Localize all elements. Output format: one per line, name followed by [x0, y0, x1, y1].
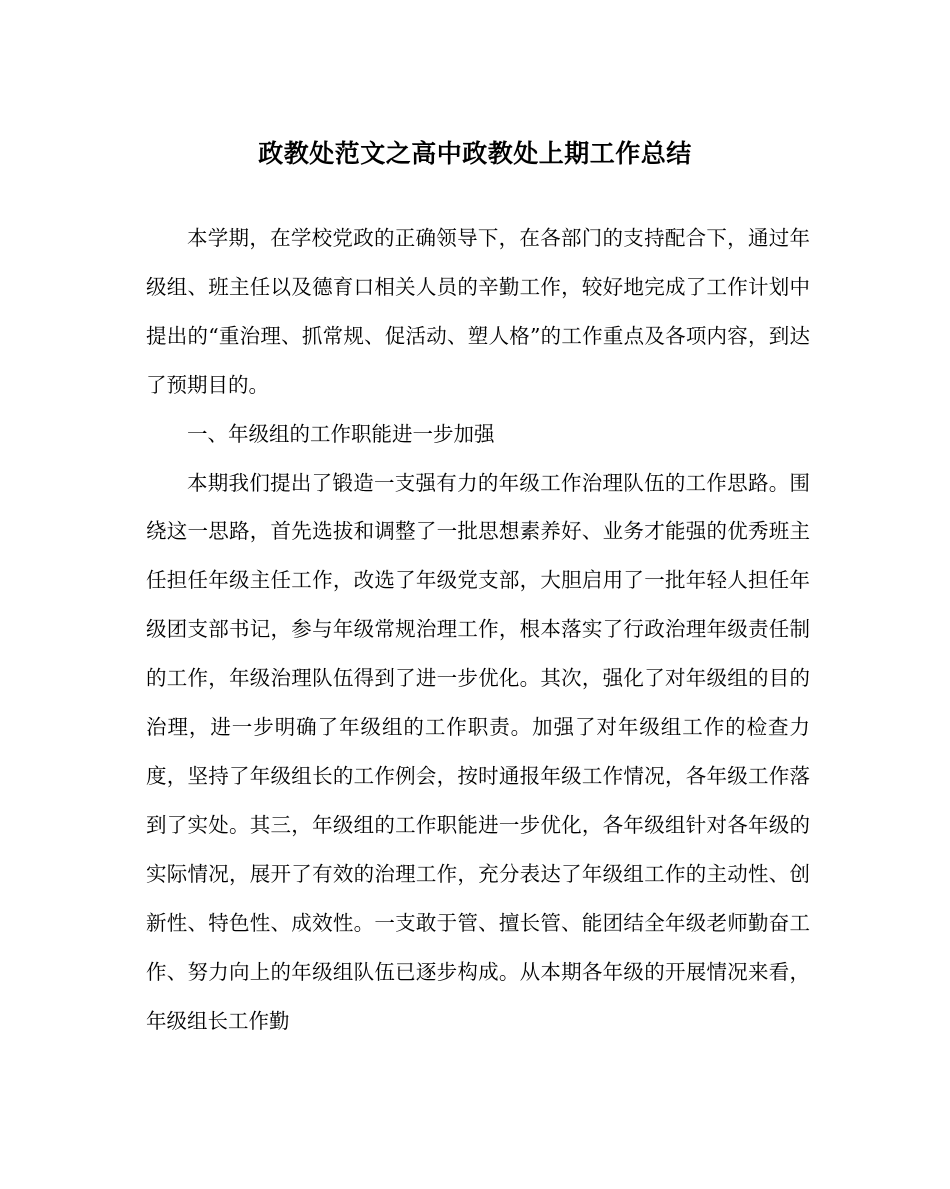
section-heading-1: 一、年级组的工作职能进一步加强 — [187, 421, 495, 446]
document-title: 政教处范文之高中政教处上期工作总结 — [258, 139, 692, 168]
document-body — [146, 214, 810, 1045]
paragraph-section-1: 本期我们提出了锻造一支强有力的年级工作治理队伍的工作思路。围绕这一思路，首先选拔和调整了一批思想素养好、业务才能强的优秀班主任担任年级主任工作，改选了年级党支部，大胆启用了一批年轻人担任年级团支部书记，参与年级常规治理工作，根本落实了行政治理年级责任制的工作，年级治理队伍得到了进一步优化。其次，强化了对年级组的目的治理，进一步明确了年级组的工作职责。加强了对年级组工作的检查力度，坚持了年级组长的工作例会，按时通报年级工作情况，各年级工作落到了实处。其三，年级组的工作职能进一步优化，各年级组针对各年级的实际情况，展开了有效的治理工作，充分表达了年级组工作的主动性、创新性、特色性、成效性。一支敢于管、擅长管、能团结全年级老师勤奋工作、努力向上的年级组队伍已逐步构成。从本期各年级的开展情况来看，年级组长工作勤 — [146, 470, 810, 1033]
paragraph-intro: 本学期，在学校党政的正确领导下，在各部门的支持配合下，通过年级组、班主任以及德育口相关人员的辛勤工作，较好地完成了工作计划中提出的“重治理、抓常规、促活动、塑人格”的工作重点及各项内容，到达了预期目的。 — [146, 226, 810, 397]
